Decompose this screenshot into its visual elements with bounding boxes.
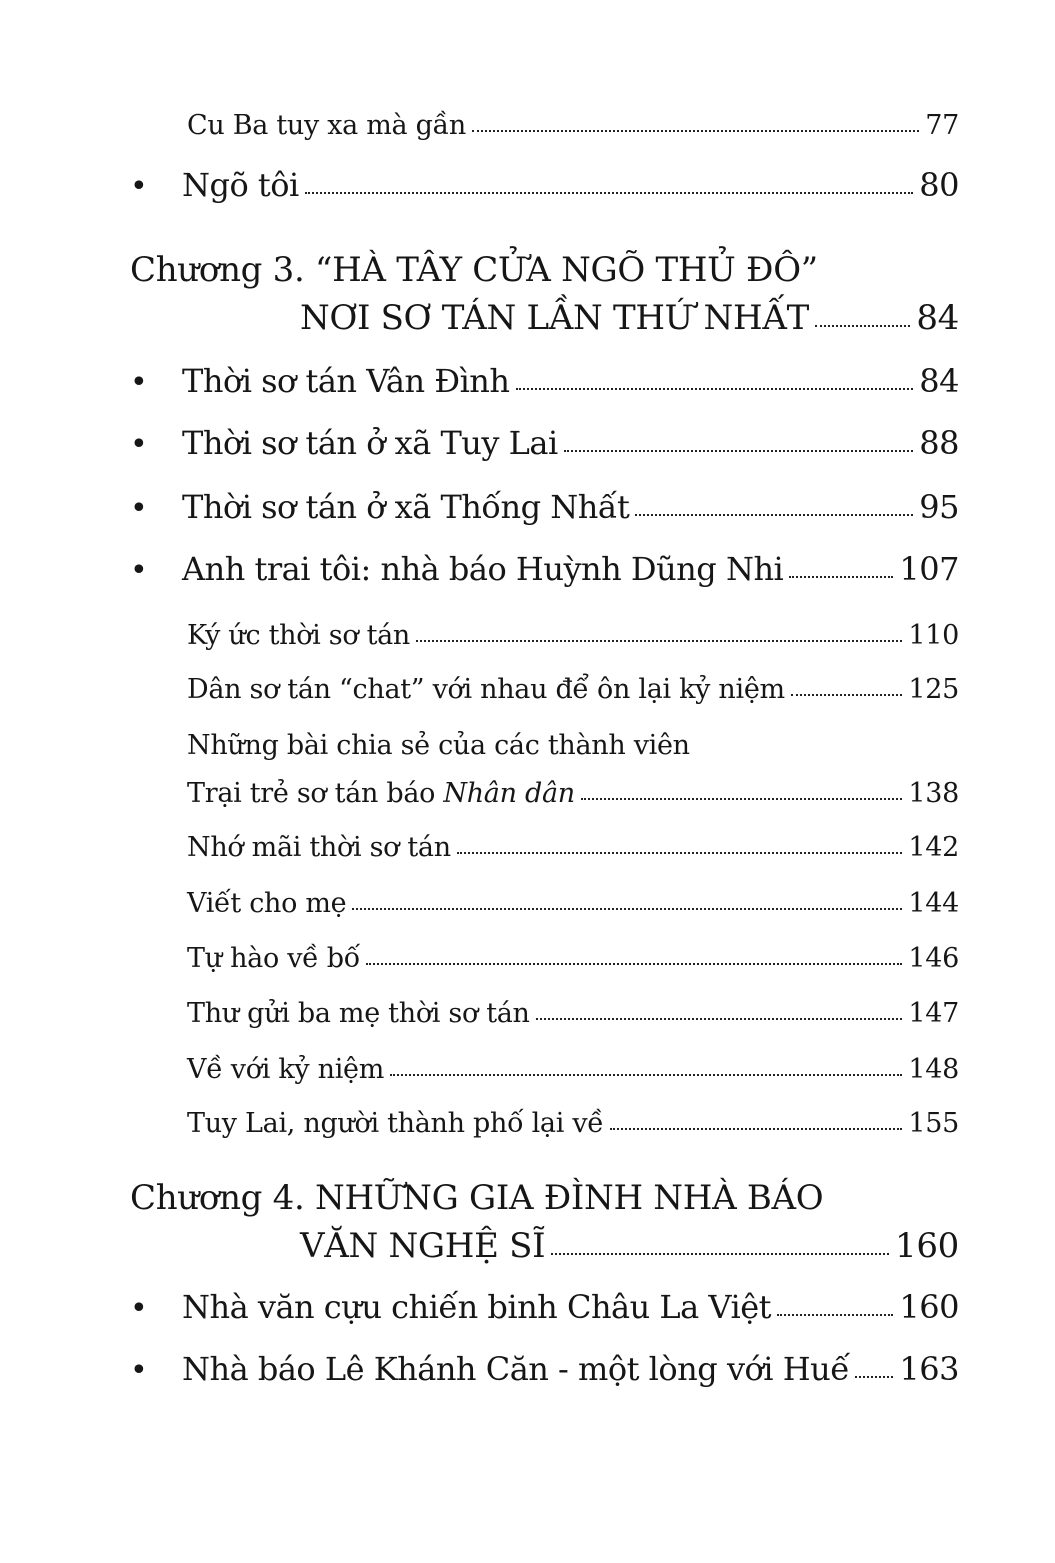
bullet-icon: • — [130, 1291, 148, 1326]
toc-entry-page: 84 — [919, 362, 959, 400]
toc-entry — [130, 166, 959, 204]
toc-entry-title: Ký ức thời sơ tán — [187, 620, 411, 651]
leader-dots — [536, 1016, 903, 1020]
toc-entry-page: 148 — [908, 1054, 959, 1085]
newspaper-name: Nhân dân — [443, 778, 575, 809]
toc-entry-page: 88 — [919, 424, 959, 462]
chapter-title: NƠI SƠ TÁN LẦN THỨ NHẤT — [300, 298, 809, 338]
toc-subentry — [130, 888, 959, 919]
toc-entry-title: Về với kỷ niệm — [187, 1054, 385, 1085]
toc-entry-page: 110 — [908, 620, 959, 651]
leader-dots — [815, 323, 910, 327]
chapter-heading: Chương 3. “HÀ TÂY CỬA NGÕ THỦ ĐÔ” — [130, 250, 818, 290]
toc-subentry — [130, 778, 959, 809]
toc-entry-title: Viết cho mẹ — [187, 888, 347, 919]
toc-entry — [130, 110, 959, 141]
toc-entry — [130, 488, 959, 526]
toc-subentry — [130, 832, 959, 863]
toc-subentry — [130, 620, 959, 651]
leader-dots — [791, 692, 903, 696]
leader-dots — [777, 1312, 893, 1316]
bullet-icon: • — [130, 553, 148, 588]
toc-entry-title: Thời sơ tán Vân Đình — [182, 362, 510, 400]
toc-entry-title: Tuy Lai, người thành phố lại về — [187, 1108, 604, 1139]
toc-entry-title: Cu Ba tuy xa mà gần — [187, 110, 466, 141]
toc-entry-page: 77 — [925, 110, 959, 141]
toc-entry-title: Tự hào về bố — [187, 943, 360, 974]
toc-entry-title: Nhà báo Lê Khánh Căn - một lòng với Huế — [182, 1350, 850, 1388]
toc-entry-title: Ngõ tôi — [182, 166, 299, 204]
leader-dots — [472, 128, 919, 132]
toc-subentry — [130, 998, 959, 1029]
toc-entry-page: 155 — [908, 1108, 959, 1139]
toc-entry-title: Trại trẻ sơ tán báo Nhân dân — [187, 778, 575, 809]
toc-entry-page: 142 — [908, 832, 959, 863]
bullet-icon: • — [130, 1353, 148, 1388]
leader-dots — [635, 512, 913, 516]
chapter-page: 160 — [895, 1226, 959, 1266]
toc-entry-title: Nhớ mãi thời sơ tán — [187, 832, 451, 863]
toc-entry-page: 146 — [908, 943, 959, 974]
leader-dots — [390, 1072, 902, 1076]
toc-subentry-line1 — [130, 730, 959, 761]
bullet-icon: • — [130, 491, 148, 526]
toc-entry-page: 144 — [908, 888, 959, 919]
toc-subentry — [130, 674, 959, 705]
leader-dots — [516, 386, 914, 390]
toc-entry-page: 138 — [908, 778, 959, 809]
toc-entry-title: Thời sơ tán ở xã Thống Nhất — [182, 488, 630, 526]
leader-dots — [581, 796, 903, 800]
bullet-icon: • — [130, 427, 148, 462]
bullet-icon: • — [130, 169, 148, 204]
leader-dots — [551, 1251, 889, 1255]
chapter-heading-line2 — [130, 1226, 959, 1266]
chapter-heading-line2 — [130, 298, 959, 338]
toc-entry-page: 147 — [908, 998, 959, 1029]
chapter-page: 84 — [916, 298, 959, 338]
toc-entry — [130, 1350, 959, 1388]
leader-dots — [457, 850, 903, 854]
toc-entry-title: Thư gửi ba mẹ thời sơ tán — [187, 998, 530, 1029]
leader-dots — [789, 574, 893, 578]
toc-entry-title: Dân sơ tán “chat” với nhau để ôn lại kỷ niệm — [187, 674, 785, 705]
toc-subentry — [130, 1054, 959, 1085]
toc-subentry — [130, 1108, 959, 1139]
leader-dots — [610, 1126, 903, 1130]
leader-dots — [416, 638, 902, 642]
bullet-icon: • — [130, 365, 148, 400]
toc-entry-page: 80 — [919, 166, 959, 204]
toc-entry-page: 125 — [908, 674, 959, 705]
toc-entry-title: Thời sơ tán ở xã Tuy Lai — [182, 424, 558, 462]
toc-entry-page: 160 — [899, 1288, 959, 1326]
toc-entry — [130, 550, 959, 588]
leader-dots — [352, 906, 902, 910]
leader-dots — [366, 961, 902, 965]
toc-entry — [130, 1288, 959, 1326]
toc-entry-title: Anh trai tôi: nhà báo Huỳnh Dũng Nhi — [182, 550, 784, 588]
toc-entry-title: Nhà văn cựu chiến binh Châu La Việt — [182, 1288, 771, 1326]
chapter-title: VĂN NGHỆ SĨ — [300, 1226, 546, 1266]
chapter-heading: Chương 4. NHỮNG GIA ĐÌNH NHÀ BÁO — [130, 1178, 824, 1218]
toc-subentry — [130, 943, 959, 974]
toc-entry — [130, 362, 959, 400]
toc-entry-page: 163 — [899, 1350, 959, 1388]
toc-entry-page: 107 — [899, 550, 959, 588]
toc-entry-page: 95 — [919, 488, 959, 526]
leader-dots — [564, 448, 914, 452]
leader-dots — [855, 1374, 893, 1378]
toc-entry — [130, 424, 959, 462]
leader-dots — [305, 190, 914, 194]
toc-entry-title: Những bài chia sẻ của các thành viên — [187, 730, 690, 761]
